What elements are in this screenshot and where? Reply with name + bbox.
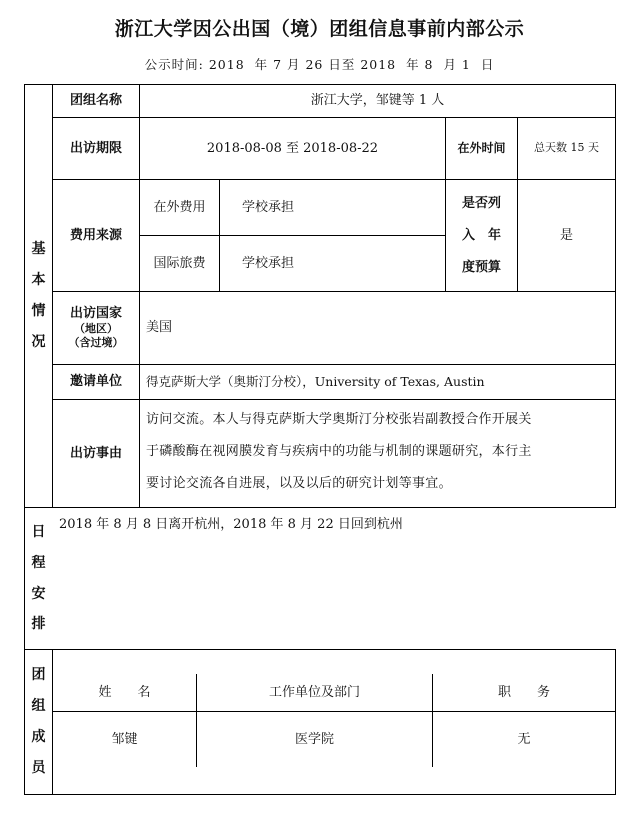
member-position: 无 <box>517 731 531 747</box>
member-header-name: 姓 名 <box>98 684 151 700</box>
country-value: 美国 <box>146 320 173 336</box>
reason-text: 访问交流。本人与得克萨斯大学奥斯汀分校张岩副教授合作开展关 于磷酸酶在视网膜发育与疾病中的功能与机制的课题研究，本行主 要讨论交流各自进展，以及以后的研究计划等事宜。 <box>146 412 532 491</box>
group-name-value: 浙江大学，邹键等 1 人 <box>310 93 445 109</box>
period-value: 2018-08-08 至 2018-08-22 <box>206 140 379 156</box>
travel-cost-value: 学校承担 <box>242 255 295 271</box>
travel-cost-label: 国际旅费 <box>153 255 206 271</box>
budget-label: 是否列 入 年 度预算 <box>461 195 501 275</box>
country-label: 出访国家 （地区） （含过境） <box>68 306 124 350</box>
inviter-value: 得克萨斯大学（奥斯汀分校），University of Texas, Austin <box>146 373 485 389</box>
section-schedule: 日 程 安 排 <box>31 523 46 633</box>
member-unit: 医学院 <box>294 731 334 747</box>
member-header-unit: 工作单位及部门 <box>268 684 360 700</box>
reason-label: 出访事由 <box>69 445 122 461</box>
budget-value: 是 <box>559 227 573 243</box>
group-name-label: 团组名称 <box>69 93 122 109</box>
page-title: 浙江大学因公出国（境）团组信息事前内部公示 <box>114 18 525 40</box>
member-name: 邹键 <box>111 731 138 747</box>
inviter-label: 邀请单位 <box>69 374 122 390</box>
abroad-cost-value: 学校承担 <box>242 199 295 215</box>
publication-period: 公示时间: 2018 年 7 月 26 日至 2018 年 8 月 1 日 <box>144 57 495 72</box>
days-abroad-label: 在外时间 <box>457 141 506 156</box>
period-label: 出访期限 <box>69 140 122 156</box>
section-members: 团 组 成 员 <box>31 667 46 776</box>
funding-source-label: 费用来源 <box>69 227 122 243</box>
days-abroad-value: 总天数 15 天 <box>534 141 599 155</box>
section-basic-info: 基 本 情 况 <box>31 241 46 350</box>
abroad-cost-label: 在外费用 <box>153 199 206 215</box>
member-header-position: 职 务 <box>497 684 550 700</box>
schedule-text: 2018 年 8 月 8 日离开杭州，2018 年 8 月 22 日回到杭州 <box>59 517 403 533</box>
